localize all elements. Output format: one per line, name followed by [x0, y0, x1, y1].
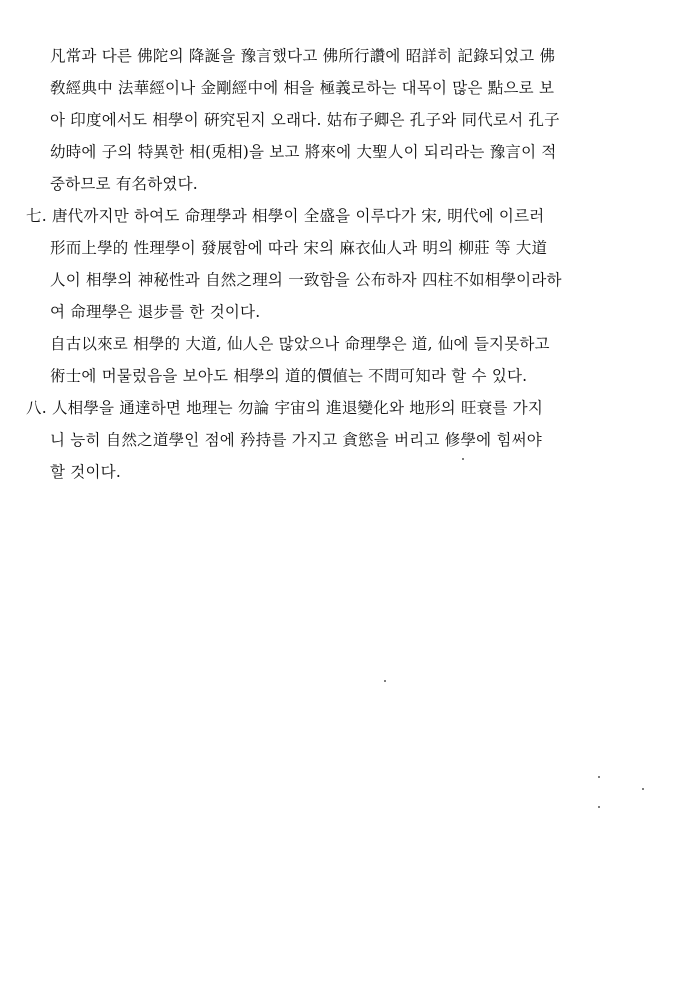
text-line: 人이 相學의 神秘性과 自然之理의 一致함을 公布하자 四柱不如相學이라하: [50, 271, 562, 289]
scan-speck: [598, 776, 600, 778]
section-heading-line: 八. 人相學을 通達하면 地理는 勿論 宇宙의 進退變化와 地形의 旺衰를 가지: [26, 399, 544, 417]
text-line: 凡常과 다른 佛陀의 降誕을 豫言했다고 佛所行讚에 昭詳히 記錄되었고 佛: [50, 47, 556, 65]
text-line: 敎經典中 法華經이나 金剛經中에 相을 極義로하는 대목이 많은 點으로 보: [50, 79, 555, 97]
text-line: 여 命理學은 退步를 한 것이다.: [50, 303, 261, 321]
text-line: 自古以來로 相學的 大道, 仙人은 많았으나 命理學은 道, 仙에 들지못하고: [50, 335, 550, 353]
text-line: 할 것이다.: [50, 463, 121, 481]
text-line: 形而上學的 性理學이 發展함에 따라 宋의 麻衣仙人과 明의 柳莊 等 大道: [50, 239, 548, 257]
text-line: 術士에 머물렀음을 보아도 相學의 道的價値는 不問可知라 할 수 있다.: [50, 367, 528, 385]
scan-speck: [462, 458, 464, 460]
scan-speck: [642, 788, 644, 790]
text-line: 중하므로 有名하였다.: [50, 175, 198, 193]
scan-speck: [384, 680, 386, 682]
scan-speck: [598, 806, 600, 808]
text-line: 아 印度에서도 相學이 硏究된지 오래다. 姑布子卿은 孔子와 同代로서 孔子: [50, 111, 560, 129]
section-heading-line: 七. 唐代까지만 하여도 命理學과 相學이 全盛을 이루다가 宋, 明代에 이르러: [26, 207, 545, 225]
text-line: 幼時에 子의 特異한 相(兎相)을 보고 將來에 大聖人이 되리라는 豫言이 적: [50, 143, 557, 161]
text-line: 니 능히 自然之道學인 점에 矜持를 가지고 貪慾을 버리고 修學에 힘써야: [50, 431, 542, 449]
